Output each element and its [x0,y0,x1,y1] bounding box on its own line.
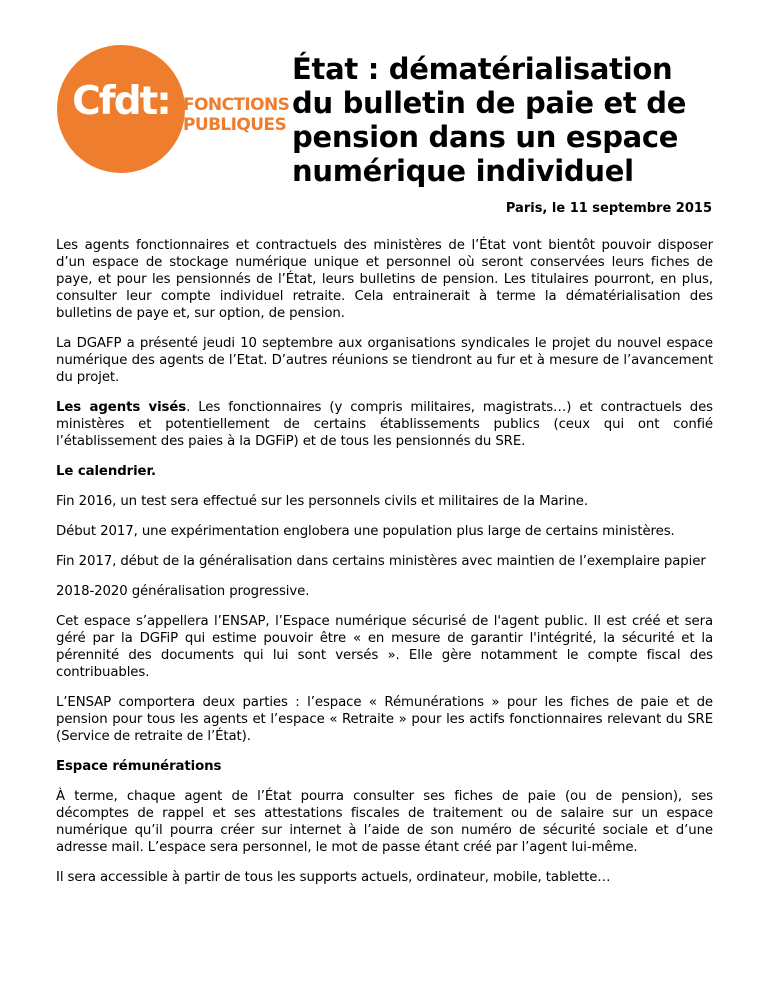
paragraph-intro: Les agents fonctionnaires et contractuels des ministères de l’État vont bientôt pouvoir disposer d’un espace de stockage numérique unique et personnel où seront conservées leurs fiches de paye, et pour les pensionnés de l’État, leurs bulletins de pension. Les titulaires pourront, en plus, consulter leur compte individuel retraite. Cela entrainerait à terme la dématérialisation des bulletins de paye et, sur option, de pension. [56,238,713,321]
calendar-item: Fin 2016, un test sera effectué sur les personnels civils et militaires de la Marine. [56,494,588,509]
calendrier-heading: Le calendrier. [56,464,156,479]
title-line: numérique individuel [292,154,634,188]
article-body [56,237,713,899]
paragraph-agents-vises [56,399,713,450]
calendar-item: 2018-2020 généralisation progressive. [56,584,310,599]
page-title [292,52,732,188]
paragraph-accessibility: Il sera accessible à partir de tous les supports actuels, ordinateur, mobile, tablette… [56,870,611,885]
logo-line-publiques: PUBLIQUES [183,115,287,135]
paragraph-dgafp: La DGAFP a présenté jeudi 10 septembre aux organisations syndicales le projet du nouvel espace numérique des agents de l’Etat. D’autres réunions se tiendront au fur et à mesure de l’avancement du projet. [56,336,713,385]
date-line: Paris, le 11 septembre 2015 [505,201,712,216]
title-line: État : dématérialisation [292,52,673,86]
title-line: pension dans un espace [292,120,679,154]
agents-vises-heading: Les agents visés [56,400,187,415]
logo-line-fonctions: FONCTIONS [183,95,290,115]
paragraph-ensap-parts: L’ENSAP comportera deux parties : l’espace « Rémunérations » pour les fiches de paie et de pension pour tous les agents et l’espace « Retraite » pour les actifs fonctionnaires relevant du SRE (Service de retraite de l’État). [56,695,713,744]
cfdt-logo [57,45,290,175]
title-line: du bulletin de paie et de [292,86,687,120]
paragraph-remunerations: À terme, chaque agent de l’État pourra consulter ses fiches de paie (ou de pension), ses décomptes de rappel et ses attestations fiscales de traitement ou de salaire sur un espace numérique qu’il pourra créer sur internet à l’aide de son numéro de sécurité sociale et d’une adresse mail. L’espace sera personnel, le mot de passe étant créé par l’agent lui-même. [56,789,713,855]
logo-cfdt-text: Cfdt: [72,79,170,124]
agents-vises-text: . Les fonctionnaires (y compris militaires, magistrats…) et contractuels des ministères et potentiellement de certains établissements publics (ceux qui ont confié l’établissement des paies à la DGFiP) et de tous les pensionnés du SRE. [56,400,713,449]
logo-fonctions-publiques [183,95,289,135]
calendar-item: Début 2017, une expérimentation englobera une population plus large de certains ministères. [56,524,675,539]
remunerations-heading: Espace rémunérations [56,759,222,774]
paragraph-ensap: Cet espace s’appellera l’ENSAP, l’Espace numérique sécurisé de l'agent public. Il est créé et sera géré par la DGFiP qui estime pouvoir être « en mesure de garantir l'intégrité, la sécurité et la pérennité des documents qui lui sont versés ». Elle gère notamment le compte fiscal des contribuables. [56,614,713,680]
calendar-item: Fin 2017, début de la généralisation dans certains ministères avec maintien de l’exemplaire papier [56,554,706,569]
